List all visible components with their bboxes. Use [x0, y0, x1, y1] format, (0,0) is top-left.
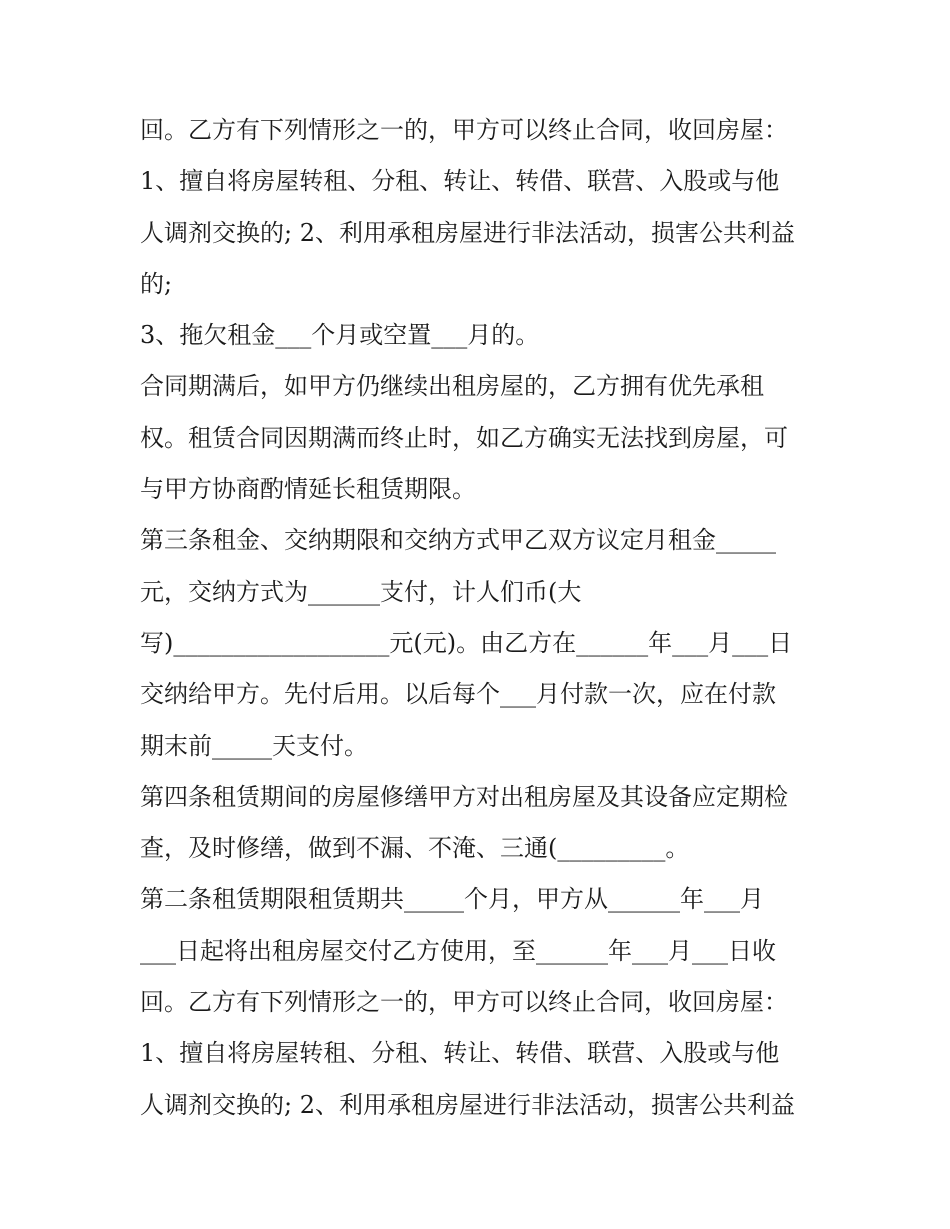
text-line: 回。乙方有下列情形之一的，甲方可以终止合同，收回房屋：: [140, 988, 788, 1017]
text-line: 查，及时修缮，做到不漏、不淹、三通(_________。: [140, 834, 690, 863]
text-line: 交纳给甲方。先付后用。以后每个___月付款一次，应在付款: [140, 680, 776, 709]
text-line: 人调剂交换的; 2、利用承租房屋进行非法活动，损害公共利益: [140, 1090, 795, 1119]
contract-text-body: [140, 105, 820, 1131]
text-line: 与甲方协商酌情延长租赁期限。: [140, 475, 476, 504]
text-line: 1、擅自将房屋转租、分租、转让、转借、联营、入股或与他: [140, 1039, 780, 1068]
text-line: 权。租赁合同因期满而终止时，如乙方确实无法找到房屋，可: [140, 423, 788, 452]
text-line: 1、擅自将房屋转租、分租、转让、转借、联营、入股或与他: [140, 167, 780, 196]
text-line: 3、拖欠租金___个月或空置___月的。: [140, 321, 540, 350]
text-line: 写)__________________元(元)。由乙方在______年___月___日: [140, 628, 793, 657]
text-line: ___日起将出租房屋交付乙方使用，至______年___月___日收: [140, 936, 776, 965]
text-line: 合同期满后，如甲方仍继续出租房屋的，乙方拥有优先承租: [140, 372, 764, 401]
text-line: 的;: [140, 269, 173, 298]
text-line: 第四条租赁期间的房屋修缮甲方对出租房屋及其设备应定期检: [140, 782, 788, 811]
text-line: 期末前_____天支付。: [140, 731, 368, 760]
text-line: 第三条租金、交纳期限和交纳方式甲乙双方议定月租金_____: [140, 526, 776, 555]
text-line: 人调剂交换的; 2、利用承租房屋进行非法活动，损害公共利益: [140, 218, 795, 247]
text-line: 第二条租赁期限租赁期共_____个月，甲方从______年___月: [140, 885, 764, 914]
text-line: 元，交纳方式为______支付，计人们币(大: [140, 577, 582, 606]
text-line: 回。乙方有下列情形之一的，甲方可以终止合同，收回房屋：: [140, 116, 788, 144]
